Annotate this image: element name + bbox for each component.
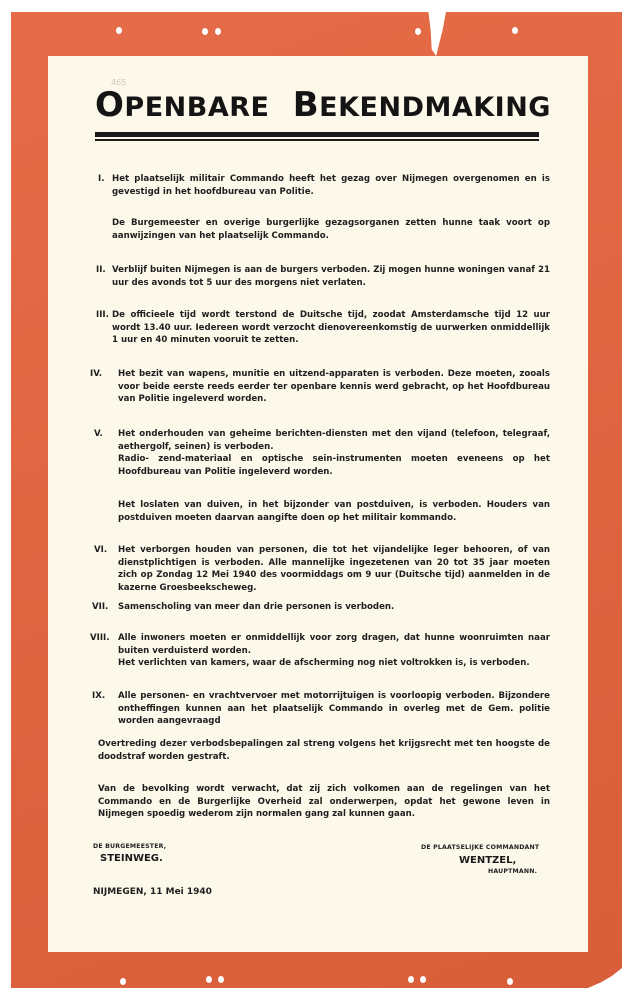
title-initial: O: [95, 85, 125, 125]
article-text: [118, 632, 550, 670]
article-text: [112, 173, 550, 198]
mayor-role: DE BURGEMEESTER,: [93, 843, 167, 850]
article-number: IV.: [90, 369, 103, 379]
commander-name: WENTZEL,: [459, 855, 517, 866]
article-paragraph: De Burgemeester en overige burgerlijke gezagsorganen zetten hunne taak voort op aanwijzingen van het plaatselijk Commando.: [112, 218, 550, 241]
article-paragraph: De officieele tijd wordt terstond de Duitsche tijd, zoodat Amsterdamsche tijd 12 uur wordt 13.40 uur. Iedereen wordt verzocht dienovereenkomstig de uurwerken onmiddellijk 1 uur en 40 minuten vooruit te zetten.: [112, 310, 550, 346]
title-initial: B: [292, 85, 320, 125]
article-number: I.: [98, 174, 105, 184]
archive-mark: 465: [111, 78, 127, 87]
article-paragraph: Het plaatselijk militair Commando heeft het gezag over Nijmegen overgenomen en is gevestigd in het hoofdbureau van Politie.: [112, 174, 550, 197]
commander-rank: HAUPTMANN.: [488, 868, 538, 875]
article-number: V.: [94, 429, 103, 439]
pin-hole: [206, 976, 212, 983]
place-and-date: NIJMEGEN, 11 Mei 1940: [93, 887, 212, 897]
article-paragraph: Het verborgen houden van personen, die tot het vijandelijke leger behooren, of van dienstplichtigen is verboden. Alle mannelijke ingezetenen van 20 tot 35 jaar moeten zich op Zondag 12 Mei 1940 des voormiddags om 9 uur (Duitsche tijd) aanmelden in de kazerne Groesbeekscheweg.: [118, 545, 550, 593]
article-paragraph: Radio- zend-materiaal en optische sein-instrumenten moeten eveneens op het Hoofdbureau van Politie ingeleverd worden.: [118, 454, 550, 477]
pin-hole: [202, 28, 208, 35]
article-number: VIII.: [90, 633, 110, 643]
title-word: EKENDMAKING: [319, 92, 551, 123]
article-paragraph: Samenscholing van meer dan drie personen is verboden.: [118, 602, 395, 612]
article-text: [118, 601, 550, 614]
article-text: [118, 368, 550, 406]
pin-hole: [512, 27, 518, 34]
article-number: II.: [96, 265, 106, 275]
article-paragraph: Verblijf buiten Nijmegen is aan de burgers verboden. Zij mogen hunne woningen vanaf 21 uur des avonds tot 5 uur des morgens niet verlaten.: [112, 265, 550, 288]
article-paragraph: Het bezit van wapens, munitie en uitzend-apparaten is verboden. Deze moeten, zooals voor beide eerste reeds eerder ter openbare kennis werd gebracht, op het Hoofdbureau van Politie ingeleverd worden.: [118, 369, 550, 405]
mayor-name: STEINWEG.: [100, 853, 163, 864]
title-rule-thin: [95, 139, 539, 141]
title-rule-thick: [95, 132, 539, 137]
article-number: VII.: [92, 602, 109, 612]
pin-hole: [218, 976, 224, 983]
pin-hole: [507, 978, 513, 985]
pin-hole: [415, 28, 421, 35]
article-text: [112, 217, 550, 242]
article-paragraph: Het verlichten van kamers, waar de afscherming nog niet voltrokken is, is verboden.: [118, 658, 530, 669]
article-number: III.: [96, 310, 109, 320]
article-paragraph: Alle inwoners moeten er onmiddellijk voor zorg dragen, dat hunne woonruimten naar buiten verduisterd worden.: [118, 633, 550, 656]
pin-hole: [215, 28, 221, 35]
article-number: IX.: [92, 691, 106, 701]
title-word: PENBARE: [124, 92, 270, 123]
commander-role: DE PLAATSELIJKE COMMANDANT: [421, 844, 540, 851]
pin-hole: [120, 978, 126, 985]
article-text: [118, 428, 550, 478]
article-text: [118, 690, 550, 728]
pin-hole: [408, 976, 414, 983]
poster-title: [95, 85, 551, 126]
article-text: [112, 264, 550, 289]
article-text: [118, 499, 550, 524]
article-text: [112, 309, 550, 347]
article-paragraph: Het loslaten van duiven, in het bijzonder van postduiven, is verboden. Houders van postduiven moeten daarvan aangifte doen op het militair kommando.: [118, 500, 550, 523]
article-paragraph: Alle personen- en vrachtvervoer met motorrijtuigen is voorloopig verboden. Bijzondere ontheffingen kunnen aan het plaatselijk Commando in overleg met de Gem. politie worden aangevraagd: [118, 691, 550, 727]
article-text: [118, 544, 550, 594]
article-paragraph: Het onderhouden van geheime berichten-diensten met den vijand (telefoon, telegraaf, aethergolf, seinen) is verboden.: [118, 429, 550, 452]
expectation-notice: Van de bevolking wordt verwacht, dat zij zich volkomen aan de regelingen van het Commando en de Burgerlijke Overheid zal onderwerpen, opdat het gewone leven in Nijmegen spoedig wederom zijn normalen gang zal kunnen gaan.: [98, 784, 550, 820]
article-number: VI.: [94, 545, 108, 555]
pin-hole: [116, 27, 122, 34]
pin-hole: [420, 976, 426, 983]
penalty-notice: Overtreding dezer verbodsbepalingen zal streng volgens het krijgsrecht met ten hoogste de doodstraf worden gestraft.: [98, 739, 550, 762]
